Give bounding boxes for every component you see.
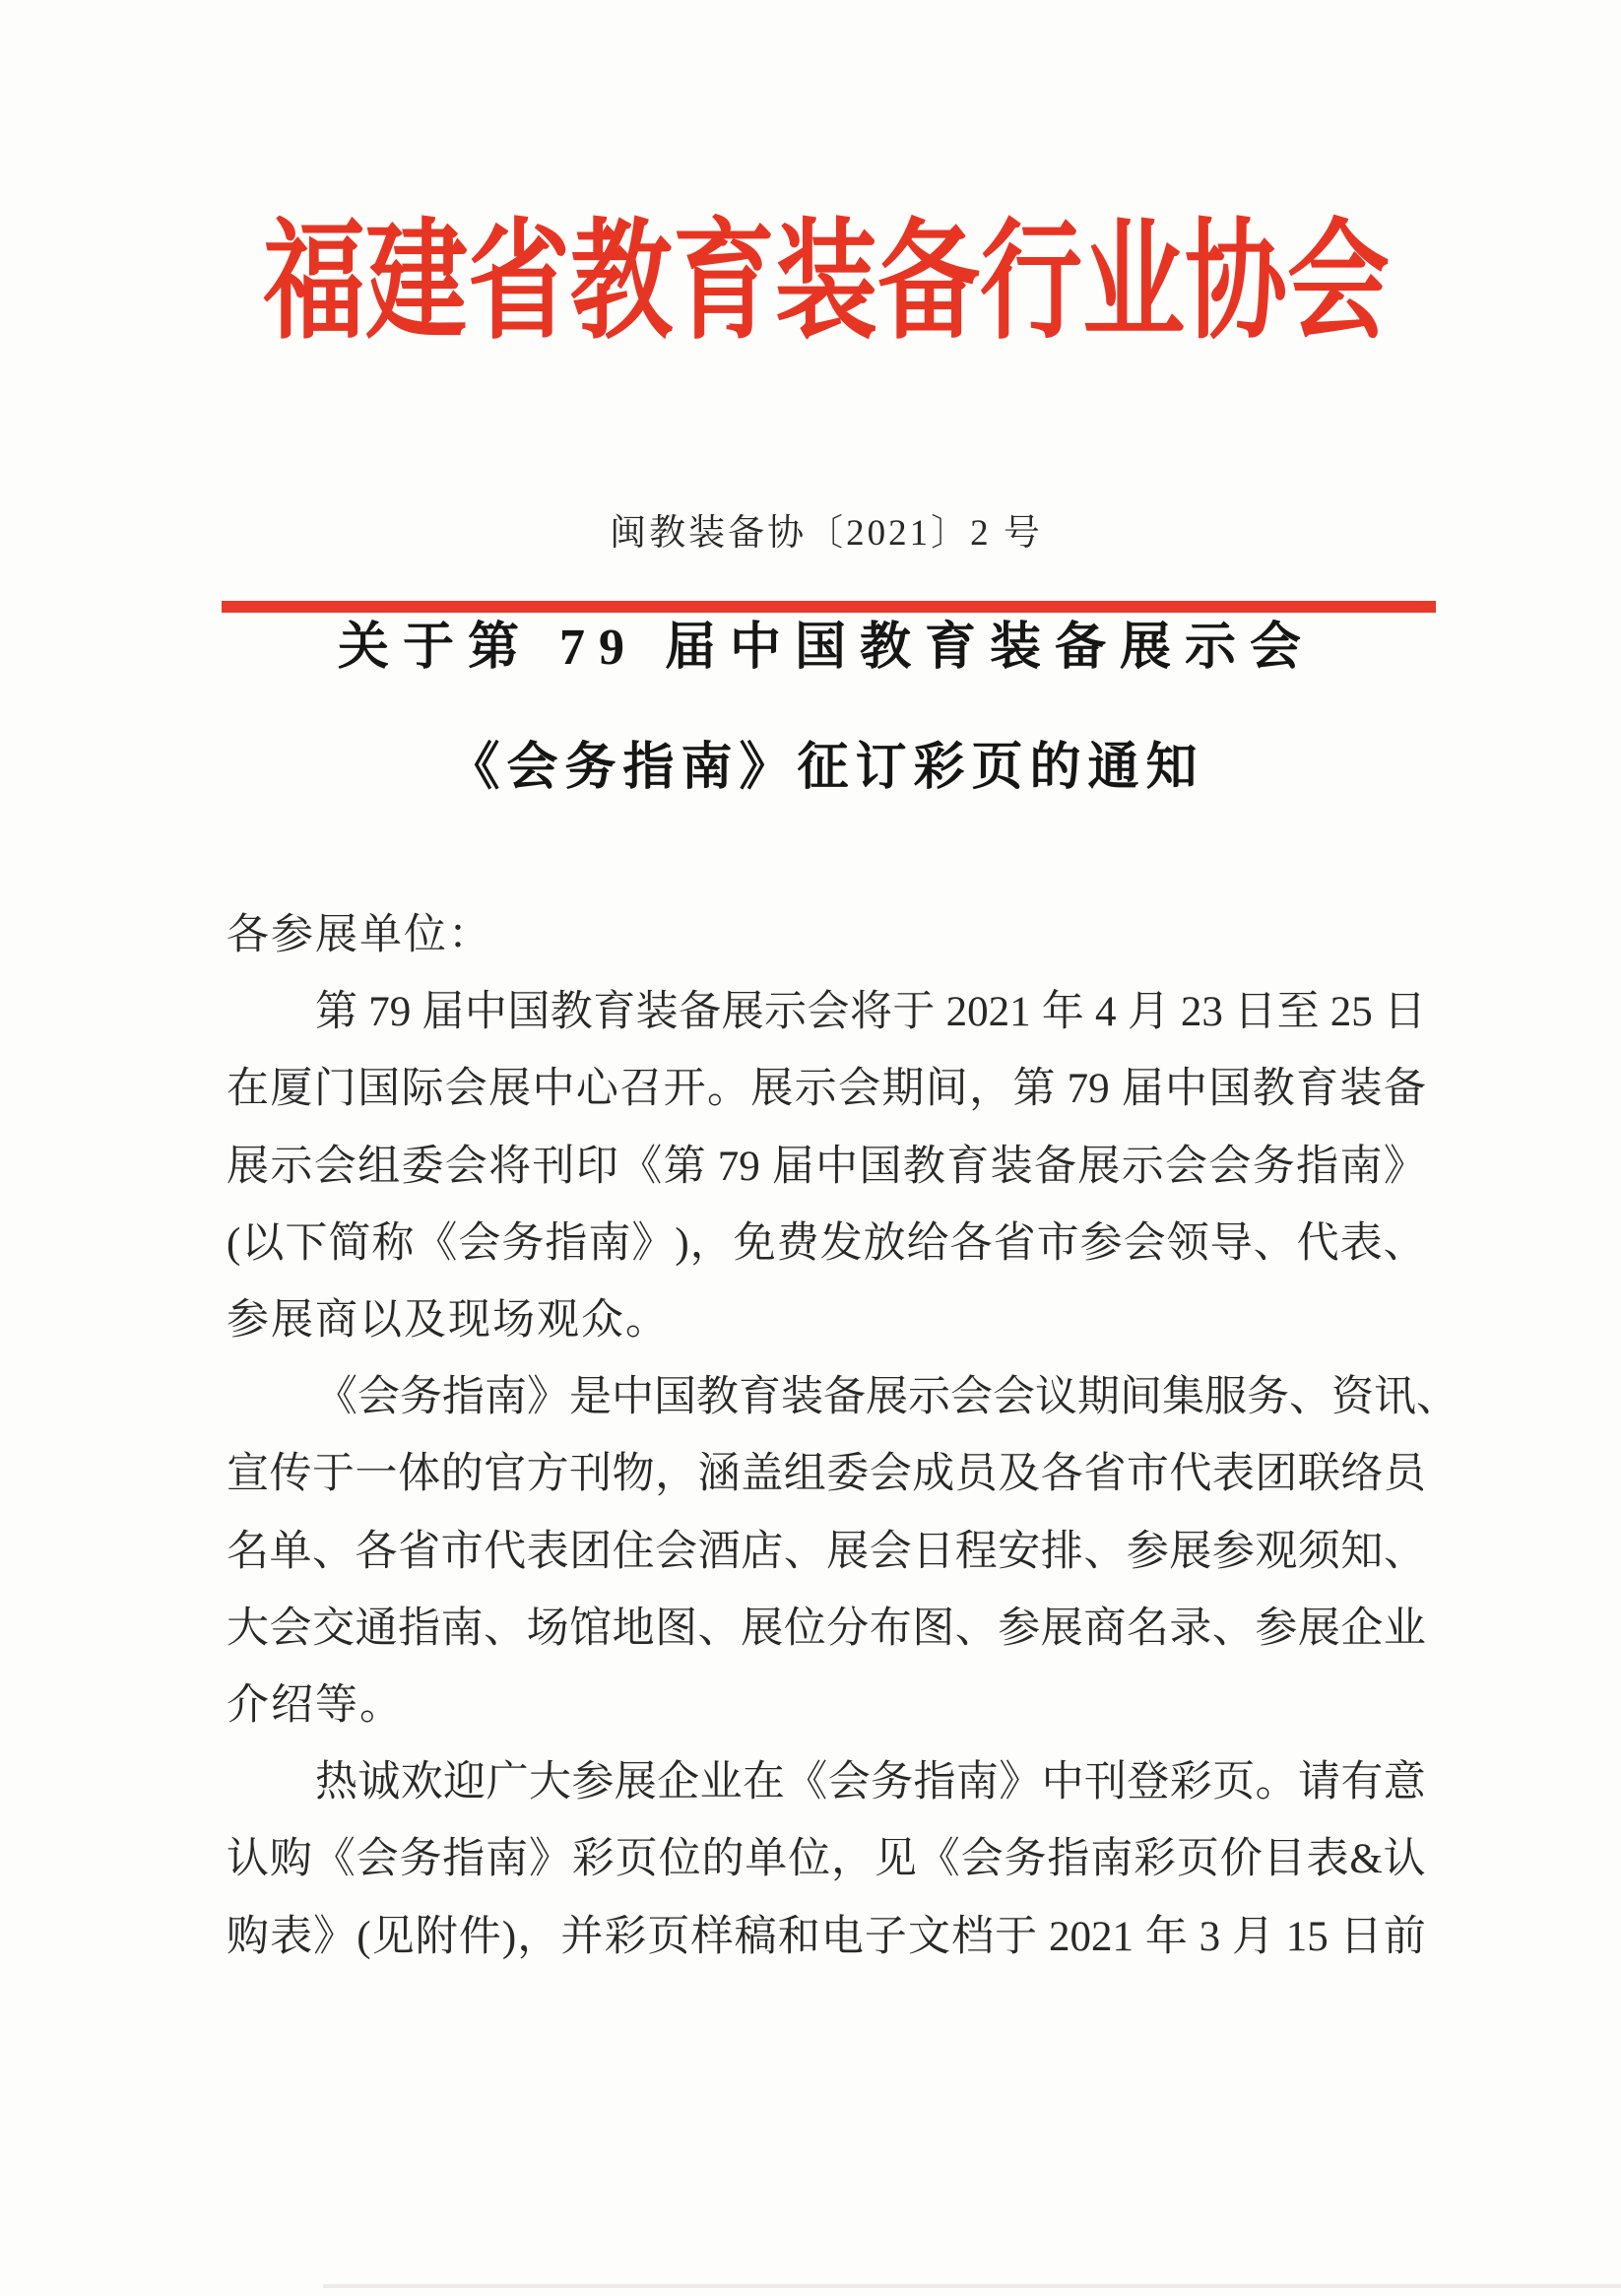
body-line: 展 示 会 组 委 会 将 刊 印 《 第 79 届 中 国 教 育 装 备 展 示 会 会 务 指 南 》 — [227, 1144, 1426, 1190]
body-line: 参展商以及现场观众。 — [227, 1297, 670, 1344]
doc-reference-number: 闽教装备协〔2021〕2 号 — [610, 513, 1043, 554]
body-line: 在 厦 门 国 际 会 展 中 心 召 开 。 展 示 会 期 间 ， 第 79 届 中 国 教 育 装 备 — [227, 1066, 1426, 1112]
notice-title-line-1: 关于第 79 届中国教育装备展示会 — [337, 620, 1315, 676]
body-line: 热 诚 欢 迎 广 大 参 展 企 业 在 《 会 务 指 南 》 中 刊 登 彩 页 。 请 有 意 — [315, 1759, 1426, 1805]
body-line: ( 以 下 简 称 《 会 务 指 南 》 ) ， 免 费 发 放 给 各 省 市 参 会 领 导 、 代 表 、 — [227, 1220, 1426, 1267]
notice-title-line-2: 《会务指南》征订彩页的通知 — [448, 740, 1204, 796]
body-line: 名 单 、 各 省 市 代 表 团 住 会 酒 店 、 展 会 日 程 安 排 、 参 展 参 观 须 知 、 — [227, 1529, 1426, 1575]
body-line: 大 会 交 通 指 南 、 场 馆 地 图 、 展 位 分 布 图 、 参 展 商 名 录 、 参 展 企 业 — [227, 1606, 1426, 1652]
body-line: 《 会 务 指 南 》 是 中 国 教 育 装 备 展 示 会 会 议 期 间 集 服 务 、 资 讯 、 — [315, 1374, 1459, 1420]
scanner-edge-artifact — [323, 2284, 1621, 2288]
body-line: 认 购 《 会 务 指 南 》 彩 页 位 的 单 位 ， 见 《 会 务 指 南 彩 页 价 目 表 & 认 — [227, 1836, 1426, 1882]
body-line: 购 表 》 ( 见 附 件 ) ， 并 彩 页 样 稿 和 电 子 文 档 于 2021 年 3 月 15 日 前 — [227, 1914, 1426, 1960]
body-line: 第 79 届 中 国 教 育 装 备 展 示 会 将 于 2021 年 4 月 23 日 至 25 日 — [315, 989, 1426, 1035]
notice-body-text — [0, 910, 1621, 2072]
body-line: 介绍等。 — [227, 1682, 404, 1729]
body-line: 宣 传 于 一 体 的 官 方 刊 物 ， 涵 盖 组 委 会 成 员 及 各 省 市 代 表 团 联 络 员 — [227, 1451, 1426, 1497]
red-divider-rule — [222, 601, 1436, 613]
letterhead-org-title: 福建省教育装备行业协会 — [262, 211, 1390, 356]
body-line: 各参展单位： — [227, 912, 492, 958]
